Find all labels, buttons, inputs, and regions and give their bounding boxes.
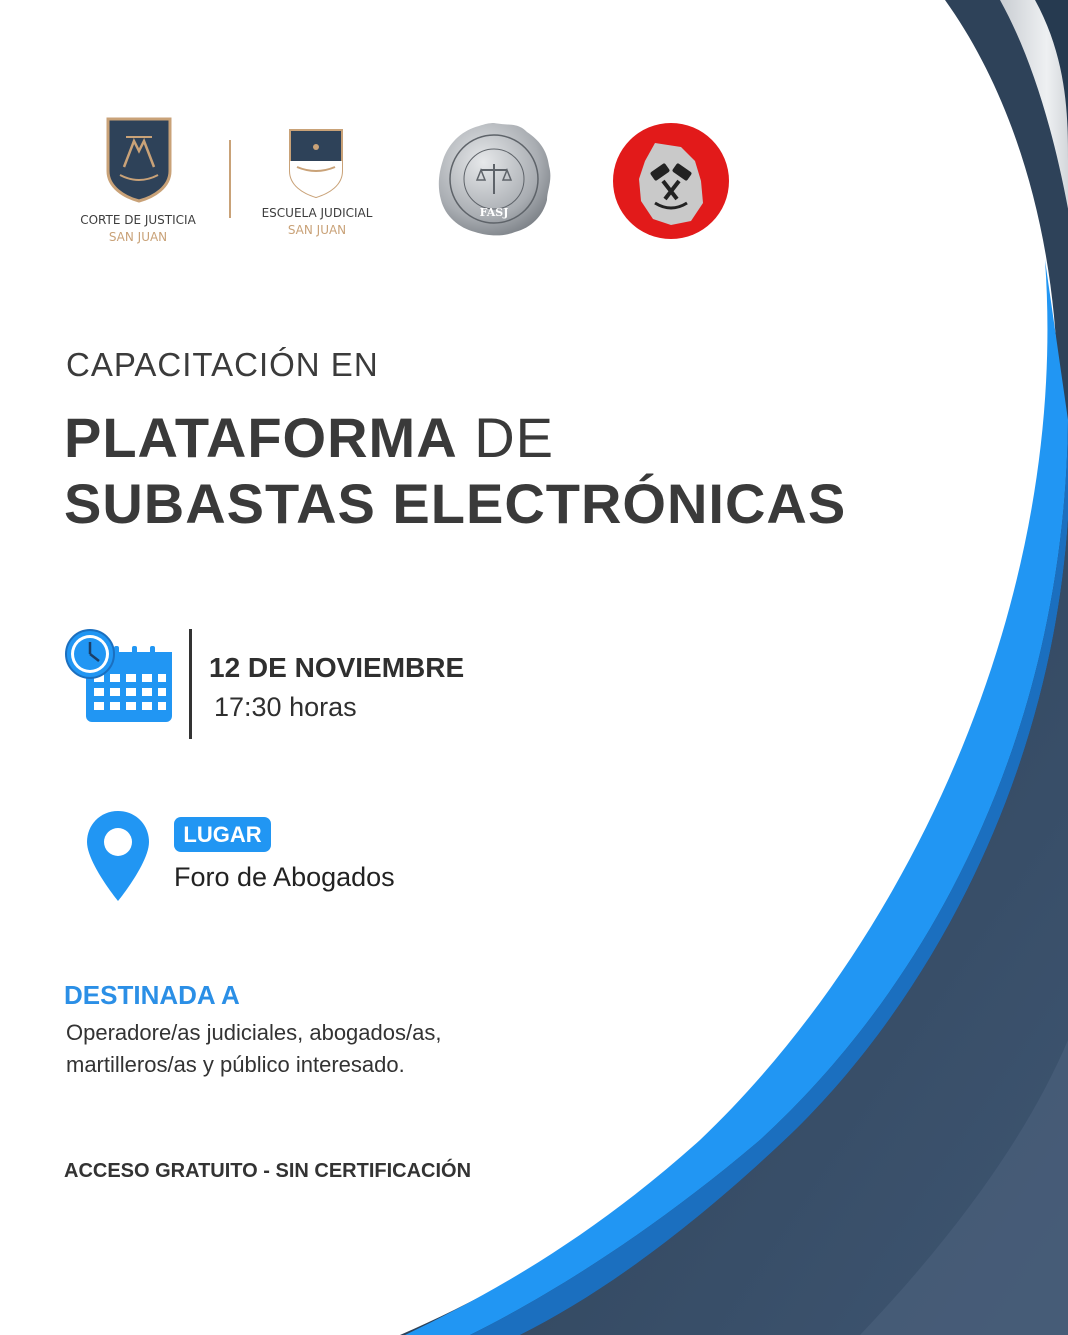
escuela-logo-label xyxy=(252,205,382,239)
corte-line1: CORTE DE JUSTICIA xyxy=(80,213,196,227)
corte-line2: SAN JUAN xyxy=(108,230,168,244)
calendar-clock-icon xyxy=(64,628,174,723)
logo-divider xyxy=(229,140,231,218)
event-time: 17:30 horas xyxy=(214,692,357,722)
escuela-shield-icon xyxy=(287,127,345,199)
audience-line2: martilleros/as y público interesado. xyxy=(66,1052,405,1077)
location-place: Foro de Abogados xyxy=(174,862,395,892)
access-note: ACCESO GRATUITO - SIN CERTIFICACIÓN xyxy=(64,1160,472,1182)
corte-logo-label xyxy=(68,212,208,246)
title-bold: PLATAFORMA xyxy=(64,406,458,469)
corte-shield-icon xyxy=(104,115,174,203)
title-light: DE xyxy=(457,406,554,469)
escuela-line1: ESCUELA JUDICIAL xyxy=(261,206,373,220)
event-date: 12 DE NOVIEMBRE xyxy=(209,652,465,683)
martilleros-logo-icon xyxy=(611,121,731,241)
seal-initials: FASJ xyxy=(479,206,509,219)
title-line2: SUBASTAS ELECTRÓNICAS xyxy=(64,472,847,535)
title-line1 xyxy=(64,405,846,471)
page-title xyxy=(64,405,846,537)
date-divider xyxy=(189,629,192,739)
location-badge: LUGAR xyxy=(174,817,271,852)
audience-heading: DESTINADA A xyxy=(64,980,240,1010)
kicker: CAPACITACIÓN EN xyxy=(66,346,379,383)
foro-seal-icon xyxy=(435,120,553,238)
escuela-line2: SAN JUAN xyxy=(287,223,347,237)
audience-line1: Operadore/as judiciales, abogados/as, xyxy=(66,1020,442,1045)
map-pin-icon xyxy=(85,809,151,903)
